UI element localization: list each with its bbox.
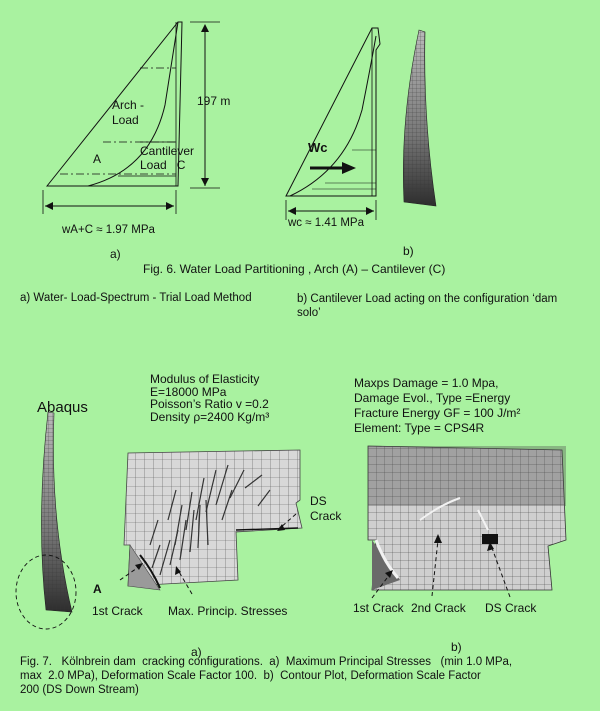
damage-line-2: Damage Evol., Type =Energy [354,391,511,405]
arch-load-label: Arch - Load [112,98,145,127]
principal-stresses-label: Max. Princip. Stresses [168,604,288,618]
material-line-1: Modulus of Elasticity [150,372,260,386]
fig6-caption: Fig. 6. Water Load Partitioning , Arch (A) – Cantilever (C) [143,262,446,276]
region-a-label: A [93,152,102,166]
fig6-sublabel-a: a) [110,247,121,261]
force-label: Wc [308,140,328,155]
first-crack-label-b: 1st Crack [353,601,404,615]
fig6-sublabel-b: b) [403,244,414,258]
damage-line-3: Fracture Energy GF = 100 J/m² [354,406,521,420]
height-dimension-label: 197 m [197,94,231,108]
abaqus-label: Abaqus [37,399,88,416]
fig6-note-b: b) Cantilever Load acting on the configuration ‘dam solo’ [297,293,558,319]
ds-crack-label-a: DS Crack [310,494,342,523]
fig6-note-a: a) Water- Load-Spectrum - Trial Load Method [20,292,252,304]
ds-crack-label-b: DS Crack [485,601,537,615]
first-crack-label-a: 1st Crack [92,604,143,618]
material-line-3: Poisson’s Ratio v =0.2 [150,397,269,411]
label-a: A [93,582,102,596]
material-line-2: E=18000 MPa [150,384,227,399]
fig7-sublabel-a: a) [191,645,202,659]
second-crack-label-b: 2nd Crack [411,601,466,615]
damage-line-1: Maxps Damage = 1.0 Mpa, [354,376,499,390]
material-line-4: Density ρ=2400 Kg/m³ [150,409,270,424]
pressure-label-a: wA+C ≈ 1.97 MPa [62,224,155,236]
fig7-sublabel-b: b) [451,640,462,654]
fig7-caption: Fig. 7. Kölnbrein dam cracking configurations. a) Maximum Principal Stresses (min 1.0 MPa, max 2.0 MPa), Deformation Scale Factor 100. b) Contour Plot, Deformation Scale Factor 200 (DS Down Stream) [20,656,513,696]
damage-line-4: Element: Type = CPS4R [354,421,485,435]
cantilever-load-label: Cantilever Load C [140,144,195,172]
pressure-label-b: wc ≈ 1.41 MPa [288,217,364,229]
